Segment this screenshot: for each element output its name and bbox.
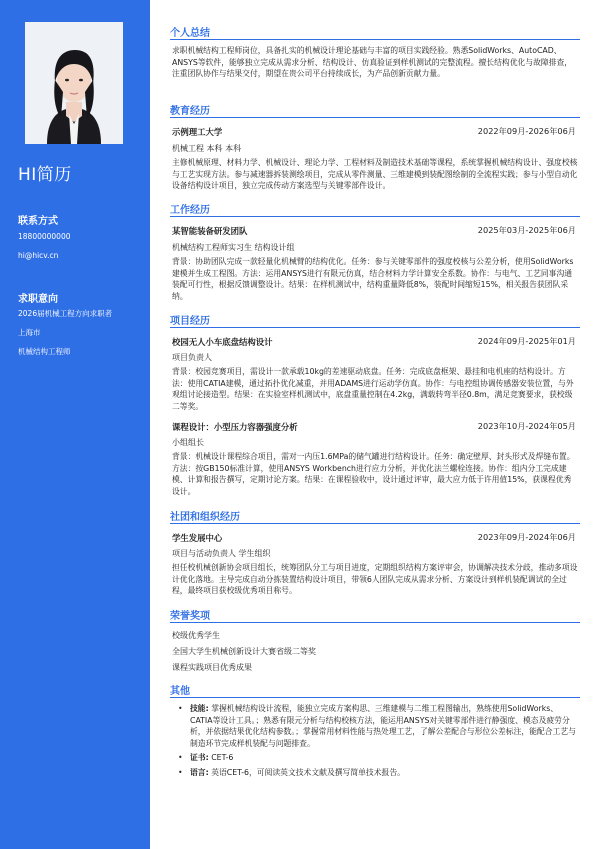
intent-item: 2026届机械工程方向求职者	[18, 309, 113, 318]
school-name: 示例理工大学	[172, 127, 223, 137]
section-title-awards: 荣誉奖项	[170, 611, 210, 622]
section-title-projects: 项目经历	[170, 316, 210, 327]
section-title-work: 工作经历	[170, 205, 210, 216]
work-date: 2025年03月-2025年06月	[477, 225, 576, 235]
award-item: 课程实践项目优秀成果	[172, 663, 252, 672]
project-name: 课程设计：小型压力容器强度分析	[172, 422, 298, 432]
education-date: 2022年09月-2026年06月	[477, 126, 576, 136]
campus-text: 担任校机械创新协会项目组长，统筹团队分工与项目进度，定期组织结构方案评审会，协调解决技术分歧，推动多项设计优化落地。主导完成自动分拣装置结构设计项目，带领6人团队完成从需求分析、方案设计到样机装配调试的全过程，最终项目获校级优秀项目称号。	[172, 563, 578, 595]
campus-role: 项目与活动负责人 学生组织	[172, 549, 271, 558]
other-item-languages: • 语言: 英语CET-6，可阅读英文技术文献及撰写简单技术报告。	[178, 767, 576, 779]
section-divider	[170, 39, 580, 40]
section-title-summary: 个人总结	[170, 28, 210, 39]
organization-name: 学生发展中心	[172, 533, 223, 543]
section-divider	[170, 697, 580, 698]
project-role: 项目负责人	[172, 353, 212, 362]
project-text: 背景：校园竞赛项目，需设计一款承载10kg的差速驱动底盘。任务：完成底盘框架、悬挂和电机座的结构设计。方法：使用CATIA建模，通过拓扑优化减重，并用ADAMS进行运动学仿真。协作：与电控组协调传感器安装位置，与外观组讨论接造型。结果：在实验室样机测试中，底盘重量控制在4.2kg，满载转弯半径0.8m，满足竞赛要求，获校级二等奖。	[172, 367, 574, 411]
other-item-skills: • 技能: 掌握机械结构设计流程，能独立完成方案构思、三维建模与二维工程图输出，熟练使用SolidWorks、CATIA等设计工具。；熟悉有限元分析与结构校核方法，能运用ANSYS对关键零部件进行静强度、模态及疲劳分析，并依据结果优化结构参数。；掌握常用材料性能与热处理工艺，了解公差配合与形位公差标注，能配合工艺与制造环节完成样机装配与问题排查。	[178, 703, 576, 749]
section-title-campus: 社团和组织经历	[170, 512, 240, 523]
contact-heading: 联系方式	[18, 216, 58, 227]
main-content	[170, 0, 580, 849]
company-name: 某智能装备研发团队	[172, 226, 248, 236]
section-divider	[170, 622, 580, 623]
work-text: 背景：协助团队完成一款轻量化机械臂的结构优化。任务：参与关键零部件的强度校核与公差分析，使用SolidWorks建模并生成工程图。方法：运用ANSYS进行有限元仿真，结合材料力学计算安全系数。协作：与电气、工艺同事沟通装配可行性，根据反馈调整设计。结果：在样机测试中，结构重量降低8%，装配时间缩短15%，相关报告获团队采纳。	[172, 257, 574, 301]
intent-item: 上海市	[18, 328, 41, 337]
project-date: 2024年09月-2025年01月	[477, 336, 576, 346]
project-date: 2023年10月-2024年05月	[477, 421, 576, 431]
section-title-education: 教育经历	[170, 106, 210, 117]
award-item: 校级优秀学生	[172, 631, 220, 640]
summary-text: 求职机械结构工程师岗位，具备扎实的机械设计理论基础与丰富的项目实践经验。熟悉SolidWorks、AutoCAD、ANSYS等软件，能够独立完成从需求分析、结构设计、仿真验证到样机测试的完整流程。擅长结构优化与故障排查，注重团队协作与结果交付，期望在贵公司平台持续成长，为产品创新贡献力量。	[172, 46, 573, 78]
other-item-certificates: • 证书: CET-6	[178, 752, 576, 764]
section-divider	[170, 216, 580, 217]
resume-name: HI简历	[18, 165, 72, 185]
avatar-icon	[25, 22, 123, 144]
section-divider	[170, 327, 580, 328]
section-title-other: 其他	[170, 686, 190, 697]
section-divider	[170, 523, 580, 524]
email-text: hi@hicv.cn	[18, 251, 59, 260]
project-text: 背景：机械设计课程综合项目，需对一内压1.6MPa的储气罐进行结构设计。任务：确定壁厚、封头形式及焊缝布置。方法：按GB150标准计算，使用ANSYS Workbench进行应力分析，并优化法兰螺栓连接。协作：组内分工完成建模、计算和报告撰写，定期讨论方案。结果：在课程验收中，设计通过评审，最大应力低于许用值15%，获课程优秀设计。	[172, 452, 575, 496]
intent-heading: 求职意向	[18, 294, 58, 305]
campus-date: 2023年09月-2024年06月	[477, 532, 576, 542]
other-list	[178, 703, 576, 781]
phone-text: 18800000000	[18, 232, 71, 241]
section-divider	[170, 117, 580, 118]
award-item: 全国大学生机械创新设计大赛省级二等奖	[172, 647, 316, 656]
education-major: 机械工程 本科 本科	[172, 144, 242, 153]
work-role: 机械结构工程师实习生 结构设计组	[172, 243, 295, 252]
project-name: 校园无人小车底盘结构设计	[172, 337, 273, 347]
intent-item: 机械结构工程师	[18, 347, 71, 356]
profile-photo	[25, 22, 123, 144]
sidebar	[0, 0, 150, 849]
project-role: 小组组长	[172, 438, 204, 447]
education-text: 主修机械原理、材料力学、机械设计、理论力学、工程材料及制造技术基础等课程，系统掌握机械结构设计、强度校核与工艺实现方法。参与减速器拆装测绘项目，完成从零件测量、三维建模到装配图绘制的全流程实践；参与小型自动化设备结构设计项目，独立完成传动方案选型与关键零部件设计。	[172, 158, 578, 190]
